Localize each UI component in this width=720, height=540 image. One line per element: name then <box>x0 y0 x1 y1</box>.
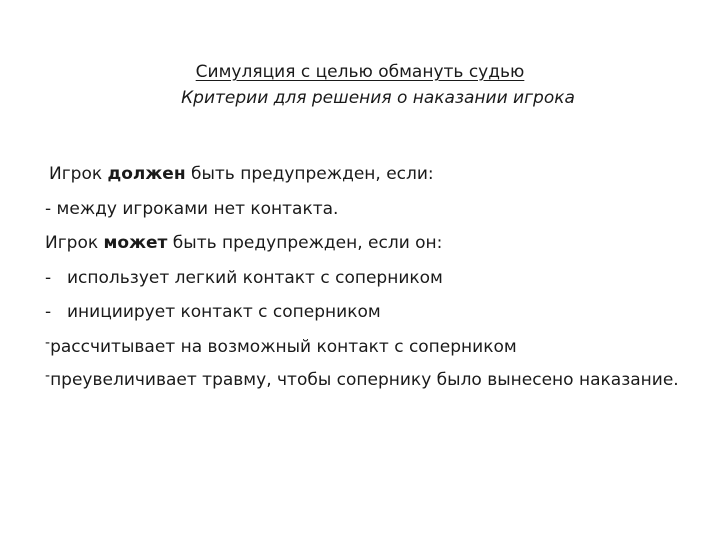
dash-bullet: - <box>45 368 51 384</box>
slide-body <box>45 162 685 392</box>
slide-title-block <box>0 60 720 110</box>
list-item-exaggerates-injury <box>45 369 685 392</box>
slide-title: Симуляция с целью обмануть судью <box>195 62 525 82</box>
list-item-initiates-contact-text: инициирует контакт с соперником <box>67 302 381 322</box>
dash-bullet: - <box>45 267 52 288</box>
list-item-exaggerates-injury-text: преувеличивает травму, чтобы сопернику было вынесено наказание. <box>50 370 679 390</box>
list-item-initiates-contact <box>45 300 685 335</box>
line-may-warn-bold: может <box>103 233 168 253</box>
line-may-warn-post: быть предупрежден, если он: <box>167 233 443 253</box>
slide-subtitle: Критерии для решения о наказании игрока <box>181 88 575 108</box>
list-item-light-contact <box>45 266 685 301</box>
list-item-light-contact-text: использует легкий контакт с соперником <box>67 267 443 288</box>
dash-bullet: - <box>45 334 51 351</box>
dash-bullet: - <box>45 302 52 322</box>
line-may-warn <box>45 231 685 266</box>
line-no-contact: - между игроками нет контакта. <box>45 198 339 219</box>
line-must-warn-pre: Игрок <box>49 164 108 184</box>
line-must-warn-post: быть предупрежден, если: <box>185 164 434 184</box>
line-must-warn <box>45 162 685 197</box>
list-item-counts-on-contact <box>45 335 685 370</box>
line-may-warn-pre: Игрок <box>45 233 104 253</box>
list-item-counts-on-contact-text: рассчитывает на возможный контакт с соперником <box>50 336 517 357</box>
line-must-warn-bold: должен <box>107 164 186 184</box>
